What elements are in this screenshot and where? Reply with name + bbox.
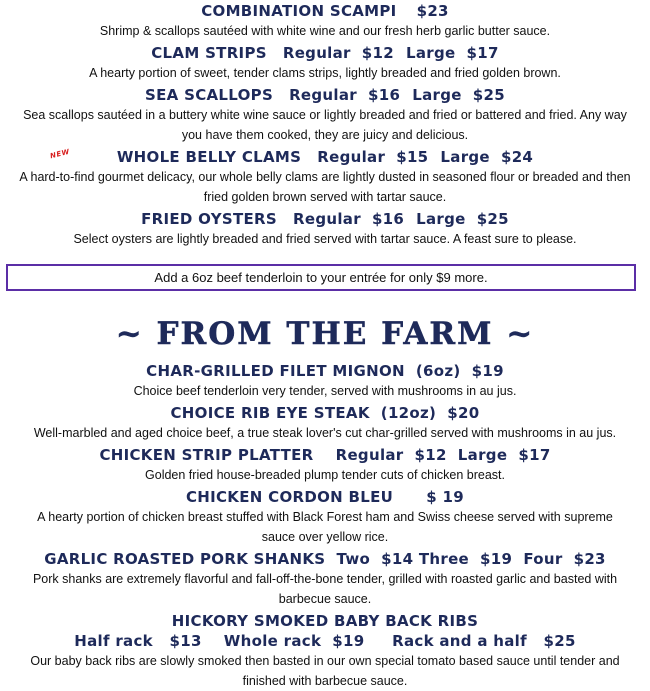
item-description: Well-marbled and aged choice beef, a true steak lover's cut char-grilled served with mushrooms in au jus. [33,426,617,440]
item-description: Shrimp & scallops sautéed with white wine and our fresh herb garlic butter sauce. [99,24,551,38]
item-description: A hard-to-find gourmet delicacy, our whole belly clams are lightly dusted in seasoned flour or breaded and then fried golden brown served with tartar sauce. [19,170,631,204]
menu-item-filet-mignon [0,361,650,401]
item-title: CHICKEN CORDON BLEU $ 19 [185,488,465,506]
menu-item-pork-shanks [0,549,650,609]
item-prices: Half rack $13 Whole rack $19 Rack and a half $25 [74,632,576,650]
menu-item-sea-scallops [0,85,650,145]
item-title: HICKORY SMOKED BABY BACK RIBS [171,612,479,630]
item-title: COMBINATION SCAMPI $23 [201,2,449,20]
menu-item-chicken-strip-platter [0,445,650,485]
item-description: Golden fried house-breaded plump tender cuts of chicken breast. [145,468,505,482]
menu-item-combination-scampi [0,1,650,41]
item-description: Pork shanks are extremely flavorful and fall-off-the-bone tender, grilled with roasted garlic and basted with barbecue sauce. [32,572,618,606]
item-description: A hearty portion of chicken breast stuffed with Black Forest ham and Swiss cheese served with supreme sauce over yellow rice. [37,510,613,544]
seafood-section [0,1,650,249]
menu-item-baby-back-ribs [0,611,650,691]
item-description: Choice beef tenderloin very tender, served with mushrooms in au jus. [133,384,517,398]
menu-item-whole-belly-clams [0,147,650,207]
item-description: Sea scallops sautéed in a buttery white wine sauce or lightly breaded and fried or battered and fried. Any way you have them cooked, they are juicy and delicious. [23,108,627,142]
item-title: CHAR-GRILLED FILET MIGNON (6oz) $19 [146,362,504,380]
item-title: WHOLE BELLY CLAMS Regular $15 Large $24 [116,148,534,166]
new-badge: NEW [49,147,71,161]
menu-item-chicken-cordon-bleu [0,487,650,547]
item-title: CHICKEN STRIP PLATTER Regular $12 Large $17 [99,446,551,464]
tenderloin-addon-callout: Add a 6oz beef tenderloin to your entrée for only $9 more. [6,264,636,291]
item-title: FRIED OYSTERS Regular $16 Large $25 [141,210,509,228]
item-title: GARLIC ROASTED PORK SHANKS Two $14 Three $19 Four $23 [44,550,606,568]
item-description: Our baby back ribs are slowly smoked then basted in our own special tomato based sauce until tender and finished with barbecue sauce. [30,654,620,688]
item-description: A hearty portion of sweet, tender clams strips, lightly breaded and fried golden brown. [89,66,561,80]
menu-item-rib-eye-steak [0,403,650,443]
item-title: CLAM STRIPS Regular $12 Large $17 [151,44,499,62]
menu-item-fried-oysters [0,209,650,249]
section-title-from-the-farm: ~ FROM THE FARM ~ [115,316,535,352]
farm-section [0,361,650,691]
item-title: SEA SCALLOPS Regular $16 Large $25 [145,86,505,104]
menu-item-clam-strips [0,43,650,83]
item-description: Select oysters are lightly breaded and fried served with tartar sauce. A feast sure to please. [73,232,577,246]
item-title: CHOICE RIB EYE STEAK (12oz) $20 [170,404,480,422]
